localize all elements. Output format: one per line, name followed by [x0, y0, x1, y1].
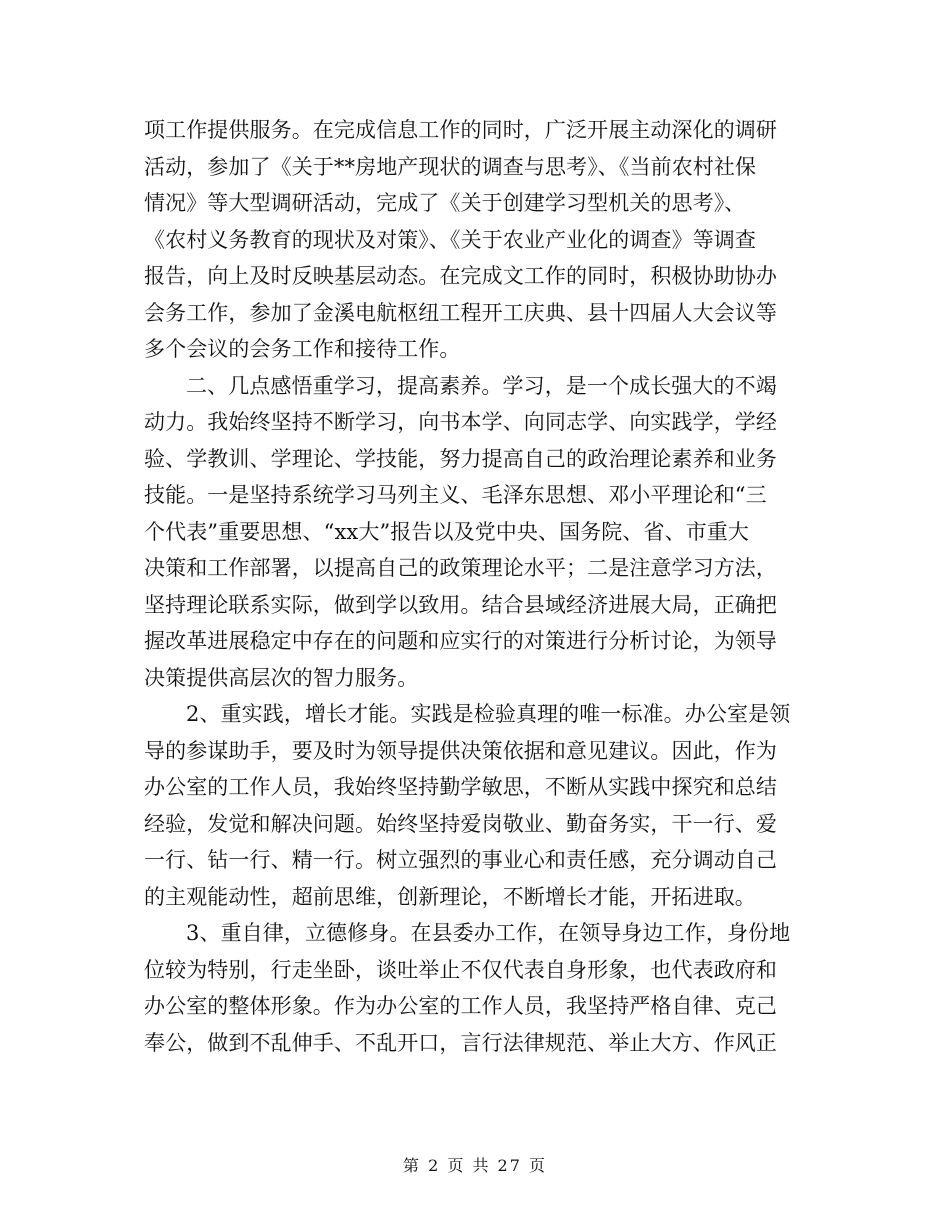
text-line: 导的参谋助手，要及时为领导提供决策依据和意见建议。因此，作为 [144, 738, 777, 763]
text-line: 会务工作，参加了金溪电航枢纽工程开工庆典、县十四届人大会议等 [144, 300, 777, 325]
text-line: 《农村义务教育的现状及对策》、《关于农业产业化的调查》等调查 [144, 227, 756, 252]
text-line: 的主观能动性，超前思维，创新理论，不断增长才能，开拓进取。 [144, 884, 756, 909]
text-line: 奉公，做到不乱伸手、不乱开口，言行法律规范、举止大方、作风正 [144, 1030, 777, 1055]
text-line: 办公室的整体形象。作为办公室的工作人员，我坚持严格自律、克己 [144, 994, 777, 1018]
text-line: 多个会议的会务工作和接待工作。 [144, 337, 461, 361]
text-line: 活动，参加了《关于**房地产现状的调查与思考》、《当前农村社保 [144, 154, 757, 179]
text-line: 技能。一是坚持系统学习马列主义、毛泽东思想、邓小平理论和“三 [144, 483, 767, 507]
text-line: 决策和工作部署，以提高自己的政策理论水平；二是注意学习方法， [144, 556, 777, 580]
text-line: 3、重自律，立德修身。在县委办工作，在领导身边工作，身份地 [186, 921, 791, 945]
text-line: 经验，发觉和解决问题。始终坚持爱岗敬业、勤奋务实，干一行、爱 [144, 811, 777, 836]
text-line: 2、重实践，增长才能。实践是检验真理的唯一标准。办公室是领 [186, 702, 791, 726]
paragraph-1 [144, 112, 809, 368]
text-line: 二、几点感悟重学习，提高素养。学习，是一个成长强大的不竭 [186, 373, 777, 398]
paragraph-2 [144, 368, 809, 697]
text-line: 情况》等大型调研活动，完成了《关于创建学习型机关的思考》、 [144, 191, 746, 215]
text-line: 坚持理论联系实际，做到学以致用。结合县域经济进展大局，正确把 [144, 592, 777, 617]
text-line: 项工作提供服务。在完成信息工作的同时，广泛开展主动深化的调研 [144, 118, 777, 142]
text-line: 个代表”重要思想、“xx大”报告以及党中央、国务院、省、市重大 [144, 519, 749, 544]
text-line: 握改革进展稳定中存在的问题和应实行的对策进行分析讨论，为领导 [144, 629, 777, 653]
text-line: 报告，向上及时反映基层动态。在完成文工作的同时，积极协助协办 [144, 264, 777, 288]
text-line: 验、学教训、学理论、学技能，努力提高自己的政治理论素养和业务 [144, 446, 777, 471]
page-number-footer: 第 2 页 共 27 页 [403, 1156, 547, 1175]
text-line: 办公室的工作人员，我始终坚持勤学敏思，不断从实践中探究和总结 [144, 775, 777, 799]
text-line: 决策提供高层次的智力服务。 [144, 665, 419, 690]
text-line: 一行、钻一行、精一行。树立强烈的事业心和责任感，充分调动自己 [144, 848, 777, 872]
body-text [144, 112, 809, 1061]
paragraph-3 [144, 696, 809, 915]
text-line: 位较为特别，行走坐卧，谈吐举止不仅代表自身形象，也代表政府和 [144, 957, 777, 982]
text-line: 动力。我始终坚持不断学习，向书本学、向同志学、向实践学，学经 [144, 410, 777, 434]
paragraph-4 [144, 915, 809, 1061]
